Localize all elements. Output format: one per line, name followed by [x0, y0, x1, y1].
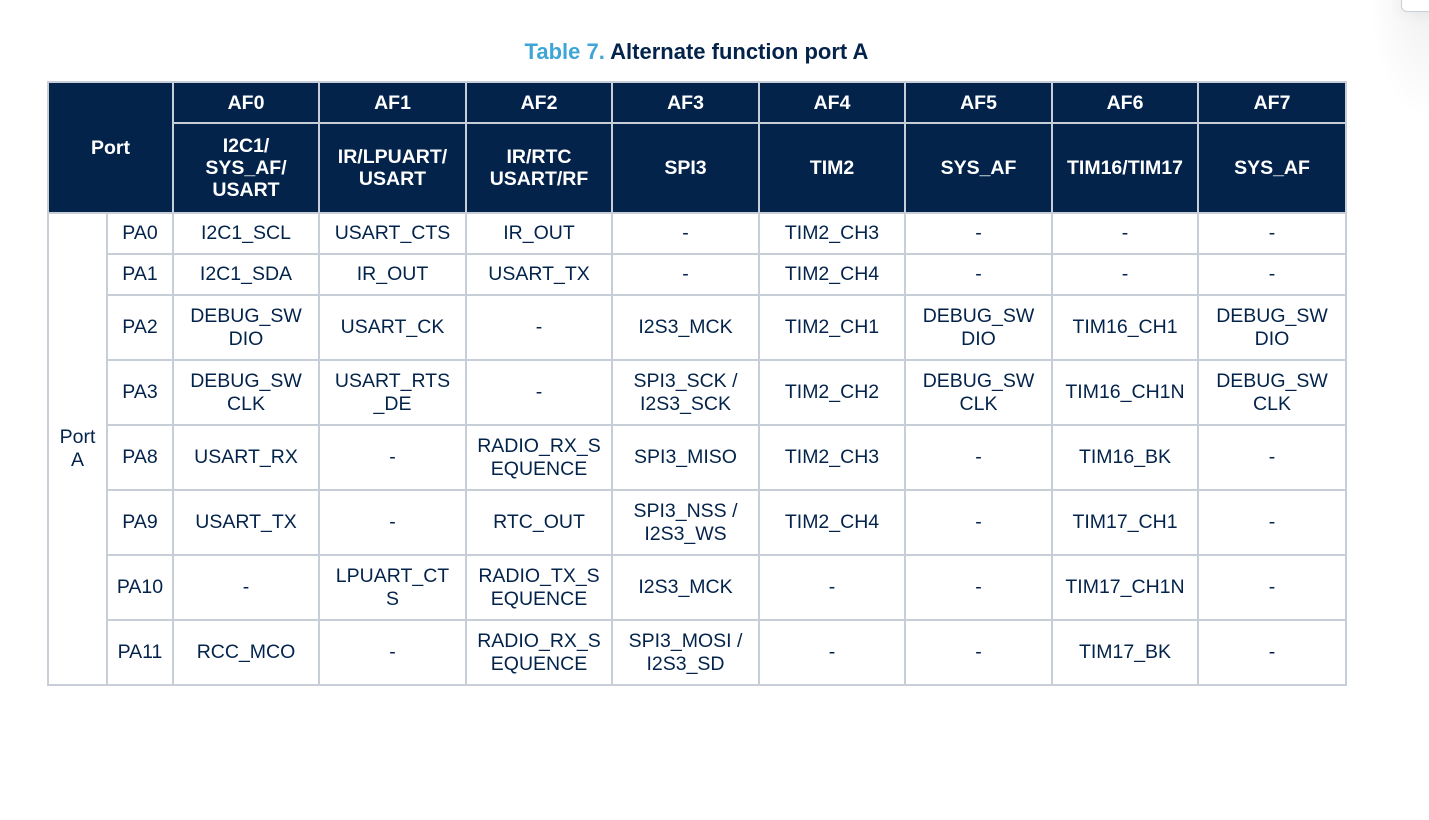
cell-line: I2S3_MCK: [638, 316, 733, 338]
table-row: [48, 213, 1346, 254]
af-cell: [1052, 620, 1198, 685]
af-cell: [759, 425, 905, 490]
cell-line: -: [1268, 576, 1276, 598]
table-row: [48, 254, 1346, 295]
cell-line: DEBUG_SW: [190, 369, 302, 392]
cell-line: -: [828, 576, 836, 598]
cell-line: -: [975, 576, 982, 598]
cell-line: -: [1268, 641, 1276, 663]
af-cell: [1198, 254, 1346, 295]
af-header: AF5: [905, 82, 1052, 123]
cell-line: USART_RTS: [334, 369, 451, 392]
af-cell: [319, 213, 466, 254]
af-cell: [1198, 425, 1346, 490]
af-cell: [905, 295, 1052, 360]
af-cell: [319, 555, 466, 620]
af-cell: [1052, 425, 1198, 490]
af-cell: [612, 360, 759, 425]
header-line: USART: [358, 168, 427, 190]
cell-line: -: [1121, 263, 1129, 285]
cell-line: I2C1_SCL: [201, 222, 291, 244]
cell-line: I2S3_SCK: [639, 392, 732, 415]
header-line: IR/RTC: [506, 146, 572, 168]
cell-line: -: [975, 263, 982, 285]
pin-cell: PA9: [107, 490, 173, 555]
cell-line: USART_CTS: [334, 222, 451, 244]
cell-line: -: [1268, 263, 1276, 285]
cell-line: EQUENCE: [490, 457, 588, 480]
pin-cell: PA10: [107, 555, 173, 620]
af-cell: [319, 490, 466, 555]
af-cell: [1052, 555, 1198, 620]
header-line: I2C1/: [222, 135, 270, 157]
af-cell: [759, 295, 905, 360]
cell-line: TIM16_CH1: [1072, 316, 1178, 338]
cell-line: USART_CK: [340, 316, 445, 338]
af-cell: [173, 555, 319, 620]
af-cell: [466, 490, 612, 555]
cell-line: DIO: [961, 327, 996, 350]
table-row: [48, 490, 1346, 555]
af-header: AF0: [173, 82, 319, 123]
af-cell: [905, 620, 1052, 685]
af-header: AF3: [612, 82, 759, 123]
cell-line: -: [389, 446, 396, 468]
cell-line: -: [682, 263, 689, 285]
cell-line: RCC_MCO: [196, 641, 296, 663]
af-cell: [1198, 490, 1346, 555]
cell-line: CLK: [959, 392, 998, 415]
af-cell: [466, 213, 612, 254]
cell-line: -: [975, 222, 982, 244]
af-cell: [1198, 555, 1346, 620]
af-header: AF1: [319, 82, 466, 123]
cell-line: TIM16_BK: [1078, 446, 1172, 468]
cell-line: SPI3_MISO: [634, 446, 737, 468]
cell-line: IR_OUT: [356, 263, 429, 285]
af-cell: [466, 360, 612, 425]
cell-line: -: [1268, 446, 1276, 468]
af-cell: [173, 295, 319, 360]
cell-line: CLK: [227, 392, 265, 415]
table-caption-title: Alternate function port A: [610, 39, 869, 64]
port-group-line: Port: [59, 426, 96, 448]
table-row: [48, 425, 1346, 490]
cell-line: -: [682, 222, 689, 244]
af-cell: [612, 555, 759, 620]
cell-line: -: [975, 446, 982, 468]
cell-line: TIM2_CH4: [784, 263, 880, 285]
af-header: AF2: [466, 82, 612, 123]
af-cell: [905, 490, 1052, 555]
pin-cell: PA0: [107, 213, 173, 254]
cell-line: SPI3_MOSI /: [628, 629, 743, 652]
port-group-line: A: [70, 449, 84, 471]
af-cell: [1052, 254, 1198, 295]
header-line: TIM16/TIM17: [1067, 157, 1183, 179]
function-header: [1052, 123, 1198, 213]
cell-line: I2S3_SD: [646, 652, 725, 675]
cell-line: USART_TX: [488, 263, 590, 285]
cell-line: -: [828, 641, 836, 663]
af-cell: [319, 254, 466, 295]
cell-line: I2S3_MCK: [638, 576, 733, 598]
af-cell: [173, 360, 319, 425]
table-row: [48, 555, 1346, 620]
cell-line: -: [242, 576, 250, 598]
af-cell: [173, 254, 319, 295]
cell-line: TIM17_CH1: [1072, 511, 1178, 533]
table-row: [48, 620, 1346, 685]
af-cell: [1052, 490, 1198, 555]
function-header: [612, 123, 759, 213]
function-header-row: [48, 123, 1346, 213]
af-cell: [319, 620, 466, 685]
af-cell: [1052, 295, 1198, 360]
pin-cell: PA2: [107, 295, 173, 360]
cell-line: TIM16_CH1N: [1065, 381, 1185, 403]
cell-line: USART_TX: [195, 511, 297, 533]
alternate-function-table: [47, 81, 1347, 686]
af-cell: [905, 213, 1052, 254]
function-header: [319, 123, 466, 213]
header-line: USART/RF: [489, 168, 589, 190]
af-cell: [612, 213, 759, 254]
cell-line: -: [535, 316, 543, 338]
af-cell: [905, 360, 1052, 425]
af-cell: [759, 555, 905, 620]
cell-line: I2S3_WS: [644, 522, 727, 545]
af-cell: [759, 360, 905, 425]
cell-line: SPI3_SCK /: [633, 369, 738, 392]
cell-line: -: [1121, 222, 1129, 244]
function-header: [466, 123, 612, 213]
af-cell: [1052, 360, 1198, 425]
cell-line: _DE: [373, 392, 412, 415]
af-cell: [319, 360, 466, 425]
cell-line: SPI3_NSS /: [633, 499, 738, 522]
cell-line: DIO: [228, 327, 264, 350]
af-cell: [759, 254, 905, 295]
af-cell: [1198, 295, 1346, 360]
af-cell: [173, 490, 319, 555]
cell-line: TIM2_CH3: [784, 446, 880, 468]
af-cell: [1198, 360, 1346, 425]
cell-line: -: [389, 641, 396, 663]
af-cell: [759, 490, 905, 555]
cell-line: DIO: [1254, 327, 1290, 350]
port-group-label: [48, 213, 107, 685]
af-cell: [1052, 213, 1198, 254]
af-cell: [612, 620, 759, 685]
header-line: SYS_AF: [940, 157, 1017, 179]
cell-line: DEBUG_SW: [1216, 304, 1328, 327]
af-header: AF7: [1198, 82, 1346, 123]
af-cell: [759, 213, 905, 254]
cell-line: TIM2_CH4: [784, 511, 880, 533]
function-header: [759, 123, 905, 213]
cell-line: -: [1268, 511, 1276, 533]
cell-line: DEBUG_SW: [922, 304, 1035, 327]
cell-line: I2C1_SDA: [199, 263, 293, 285]
cell-line: RADIO_RX_S: [477, 434, 601, 457]
cell-line: DEBUG_SW: [190, 304, 302, 327]
cell-line: S: [385, 587, 399, 610]
table-body: [48, 213, 1346, 685]
table-caption-number: Table 7.: [524, 39, 605, 64]
table-row: [48, 360, 1346, 425]
cell-line: TIM2_CH3: [784, 222, 880, 244]
cell-line: TIM2_CH2: [784, 381, 880, 403]
cell-line: TIM17_BK: [1078, 641, 1172, 663]
af-cell: [466, 254, 612, 295]
header-line: TIM2: [809, 157, 855, 179]
af-header: AF6: [1052, 82, 1198, 123]
cell-line: -: [1268, 222, 1276, 244]
af-cell: [612, 425, 759, 490]
cell-line: -: [975, 641, 982, 663]
table-header: [48, 82, 1346, 213]
header-line: USART: [212, 179, 280, 201]
af-cell: [905, 555, 1052, 620]
af-cell: [905, 254, 1052, 295]
table-caption: [0, 38, 1393, 66]
port-header: Port: [48, 82, 173, 213]
cell-line: TIM17_CH1N: [1065, 576, 1185, 598]
function-header: [173, 123, 319, 213]
function-header: [1198, 123, 1346, 213]
af-cell: [466, 555, 612, 620]
af-cell: [1198, 620, 1346, 685]
af-cell: [905, 425, 1052, 490]
cell-line: CLK: [1253, 392, 1291, 415]
pin-cell: PA3: [107, 360, 173, 425]
cell-line: IR_OUT: [503, 222, 575, 244]
af-cell: [759, 620, 905, 685]
cell-line: RTC_OUT: [493, 511, 585, 533]
cell-line: -: [535, 381, 543, 403]
header-line: SYS_AF/: [205, 157, 287, 179]
af-cell: [173, 213, 319, 254]
cell-line: DEBUG_SW: [922, 369, 1035, 392]
pin-cell: PA8: [107, 425, 173, 490]
cell-line: -: [389, 511, 396, 533]
af-header: AF4: [759, 82, 905, 123]
cell-line: LPUART_CT: [335, 564, 450, 587]
cell-line: RADIO_RX_S: [477, 629, 601, 652]
cell-line: USART_RX: [194, 446, 298, 468]
table-row: [48, 295, 1346, 360]
cell-line: TIM2_CH1: [784, 316, 880, 338]
af-cell: [173, 620, 319, 685]
cell-line: -: [975, 511, 982, 533]
header-line: SYS_AF: [1234, 157, 1310, 179]
af-cell: [612, 295, 759, 360]
af-cell: [612, 254, 759, 295]
af-cell: [173, 425, 319, 490]
window-corner-tab[interactable]: [1401, 0, 1429, 12]
af-number-header-row: [48, 82, 1346, 123]
af-cell: [466, 295, 612, 360]
af-cell: [1198, 213, 1346, 254]
cell-line: EQUENCE: [490, 652, 588, 675]
af-cell: [466, 425, 612, 490]
af-cell: [612, 490, 759, 555]
af-cell: [466, 620, 612, 685]
header-line: IR/LPUART/: [337, 146, 448, 168]
function-header: [905, 123, 1052, 213]
af-cell: [319, 295, 466, 360]
af-cell: [319, 425, 466, 490]
cell-line: DEBUG_SW: [1216, 369, 1328, 392]
cell-line: EQUENCE: [490, 587, 588, 610]
pin-cell: PA1: [107, 254, 173, 295]
pin-cell: PA11: [107, 620, 173, 685]
cell-line: RADIO_TX_S: [478, 564, 600, 587]
header-line: SPI3: [664, 157, 707, 179]
